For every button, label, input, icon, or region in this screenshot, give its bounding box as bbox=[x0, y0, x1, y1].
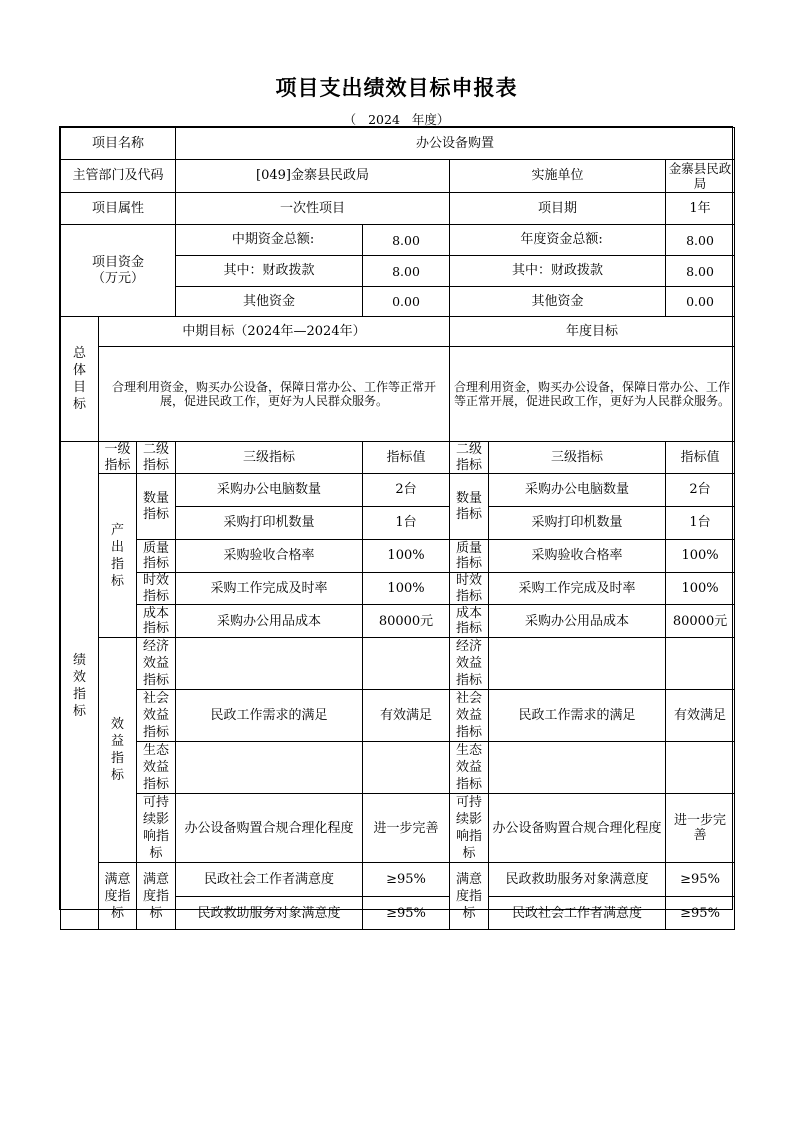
satisfaction-sub-label-year bbox=[450, 863, 489, 930]
mid-other-value: 0.00 bbox=[363, 287, 450, 317]
eco-label-year-text: 生态效益指标 bbox=[456, 743, 483, 793]
qty2-name-year: 采购打印机数量 bbox=[489, 507, 666, 540]
economic-value-year bbox=[666, 638, 735, 690]
economic-name-mid bbox=[176, 638, 363, 690]
period-value: 1年 bbox=[666, 193, 735, 225]
social-value-mid: 有效满足 bbox=[363, 690, 450, 742]
quantity-label-mid: 数量指标 bbox=[137, 474, 176, 540]
satisfaction-sub-label-year-text: 满意度指标 bbox=[456, 871, 483, 921]
mid-total-label: 中期资金总额: bbox=[176, 225, 363, 256]
performance-form-table bbox=[60, 127, 735, 930]
eco-value-mid bbox=[363, 742, 450, 794]
eco-value-year bbox=[666, 742, 735, 794]
benefit-label-text: 效益指标 bbox=[110, 717, 124, 784]
output-label-text: 产出指标 bbox=[110, 522, 124, 589]
quality-label-year: 质量指标 bbox=[450, 540, 489, 573]
cost-value-mid: 80000元 bbox=[363, 605, 450, 638]
goals-label bbox=[61, 317, 99, 442]
cost-name-year: 采购办公用品成本 bbox=[489, 605, 666, 638]
qty1-name-mid: 采购办公电脑数量 bbox=[176, 474, 363, 507]
project-name-value: 办公设备购置 bbox=[176, 128, 735, 160]
qty1-value-year: 2台 bbox=[666, 474, 735, 507]
mid-goal-text: 合理利用资金，购买办公设备，保障日常办公、工作等正常开展，促进民政工作，更好为人民群众服务。 bbox=[99, 347, 450, 442]
quality-name-year: 采购验收合格率 bbox=[489, 540, 666, 573]
mid-goal-header: 中期目标（2024年—2024年） bbox=[99, 317, 450, 347]
cost-label-year: 成本指标 bbox=[450, 605, 489, 638]
attr-value: 一次性项目 bbox=[176, 193, 450, 225]
quantity-label-year: 数量指标 bbox=[450, 474, 489, 540]
header-level1: 一级指标 bbox=[99, 442, 137, 474]
dept-value: [049]金寨县民政局 bbox=[176, 160, 450, 193]
qty2-value-year: 1台 bbox=[666, 507, 735, 540]
year-total-value: 8.00 bbox=[666, 225, 735, 256]
sustain-label-year-text: 可持续影响指标 bbox=[456, 795, 483, 862]
economic-label-year-text: 经济效益指标 bbox=[456, 639, 483, 689]
year-goal-text: 合理利用资金，购买办公设备，保障日常办公、工作等正常开展，促进民政工作，更好为人民群众服务。 bbox=[450, 347, 735, 442]
perf-label bbox=[61, 442, 99, 930]
mid-total-value: 8.00 bbox=[363, 225, 450, 256]
sustain-value-year: 进一步完善 bbox=[666, 794, 735, 863]
mid-fiscal-value: 8.00 bbox=[363, 256, 450, 287]
year-goal-header: 年度目标 bbox=[450, 317, 735, 347]
economic-label-mid bbox=[137, 638, 176, 690]
qty2-value-mid: 1台 bbox=[363, 507, 450, 540]
satisfaction-label bbox=[99, 863, 137, 930]
year-total-label: 年度资金总额: bbox=[450, 225, 666, 256]
satisfaction-sub-label-mid-text: 满意度指标 bbox=[142, 871, 169, 921]
project-name-label: 项目名称 bbox=[61, 128, 176, 160]
social-name-mid: 民政工作需求的满足 bbox=[176, 690, 363, 742]
economic-label-year bbox=[450, 638, 489, 690]
time-name-mid: 采购工作完成及时率 bbox=[176, 573, 363, 605]
cost-value-year: 80000元 bbox=[666, 605, 735, 638]
sat-year2-value: ≥95% bbox=[666, 897, 735, 930]
eco-label-mid bbox=[137, 742, 176, 794]
funds-label-text: 项目资金 （万元） bbox=[92, 254, 145, 286]
sustain-name-mid: 办公设备购置合规合理化程度 bbox=[176, 794, 363, 863]
eco-label-mid-text: 生态效益指标 bbox=[143, 743, 170, 793]
social-value-year: 有效满足 bbox=[666, 690, 735, 742]
social-label-year bbox=[450, 690, 489, 742]
sat-year2-name: 民政社会工作者满意度 bbox=[489, 897, 666, 930]
sat-mid2-name: 民政救助服务对象满意度 bbox=[176, 897, 363, 930]
sustain-label-mid bbox=[137, 794, 176, 863]
mid-other-label: 其他资金 bbox=[176, 287, 363, 317]
mid-fiscal-label: 其中：财政拨款 bbox=[176, 256, 363, 287]
cost-name-mid: 采购办公用品成本 bbox=[176, 605, 363, 638]
social-label-mid bbox=[137, 690, 176, 742]
year-other-value: 0.00 bbox=[666, 287, 735, 317]
benefit-label bbox=[99, 638, 137, 863]
timeliness-label-mid: 时效指标 bbox=[137, 573, 176, 605]
header-level3-year: 三级指标 bbox=[489, 442, 666, 474]
year-fiscal-label: 其中：财政拨款 bbox=[450, 256, 666, 287]
sat-mid2-value: ≥95% bbox=[363, 897, 450, 930]
timeliness-label-year: 时效指标 bbox=[450, 573, 489, 605]
sustain-value-mid: 进一步完善 bbox=[363, 794, 450, 863]
perf-label-text: 绩效指标 bbox=[72, 652, 86, 719]
impl-unit-value: 金寨县民政局 bbox=[666, 160, 735, 193]
header-value-mid: 指标值 bbox=[363, 442, 450, 474]
header-value-year: 指标值 bbox=[666, 442, 735, 474]
economic-label-mid-text: 经济效益指标 bbox=[143, 639, 170, 689]
social-name-year: 民政工作需求的满足 bbox=[489, 690, 666, 742]
page-title: 项目支出绩效目标申报表 bbox=[275, 76, 518, 100]
header-level2-mid: 二级指标 bbox=[137, 442, 176, 474]
cost-label-mid: 成本指标 bbox=[137, 605, 176, 638]
social-label-year-text: 社会效益指标 bbox=[456, 691, 483, 741]
satisfaction-label-text: 满意度指标 bbox=[104, 871, 131, 921]
sat-year1-value: ≥95% bbox=[666, 863, 735, 897]
social-label-mid-text: 社会效益指标 bbox=[143, 691, 170, 741]
funds-label bbox=[61, 225, 176, 317]
sat-mid1-name: 民政社会工作者满意度 bbox=[176, 863, 363, 897]
qty2-name-mid: 采购打印机数量 bbox=[176, 507, 363, 540]
output-label bbox=[99, 474, 137, 638]
sustain-label-mid-text: 可持续影响指标 bbox=[143, 795, 170, 862]
economic-name-year bbox=[489, 638, 666, 690]
quality-value-mid: 100% bbox=[363, 540, 450, 573]
qty1-value-mid: 2台 bbox=[363, 474, 450, 507]
eco-label-year bbox=[450, 742, 489, 794]
sat-year1-name: 民政救助服务对象满意度 bbox=[489, 863, 666, 897]
goals-label-text: 总体目标 bbox=[72, 346, 86, 412]
time-name-year: 采购工作完成及时率 bbox=[489, 573, 666, 605]
quality-value-year: 100% bbox=[666, 540, 735, 573]
year-fiscal-value: 8.00 bbox=[666, 256, 735, 287]
qty1-name-year: 采购办公电脑数量 bbox=[489, 474, 666, 507]
time-value-year: 100% bbox=[666, 573, 735, 605]
attr-label: 项目属性 bbox=[61, 193, 176, 225]
header-level3-mid: 三级指标 bbox=[176, 442, 363, 474]
eco-name-year bbox=[489, 742, 666, 794]
economic-value-mid bbox=[363, 638, 450, 690]
dept-label: 主管部门及代码 bbox=[61, 160, 176, 193]
impl-unit-label: 实施单位 bbox=[450, 160, 666, 193]
sustain-name-year: 办公设备购置合规合理化程度 bbox=[489, 794, 666, 863]
period-label: 项目期 bbox=[450, 193, 666, 225]
quality-name-mid: 采购验收合格率 bbox=[176, 540, 363, 573]
header-level2-year: 二级指标 bbox=[450, 442, 489, 474]
eco-name-mid bbox=[176, 742, 363, 794]
year-other-label: 其他资金 bbox=[450, 287, 666, 317]
sat-mid1-value: ≥95% bbox=[363, 863, 450, 897]
year-line: （ 2024 年度） bbox=[343, 112, 450, 127]
time-value-mid: 100% bbox=[363, 573, 450, 605]
sustain-label-year bbox=[450, 794, 489, 863]
quality-label-mid: 质量指标 bbox=[137, 540, 176, 573]
satisfaction-sub-label-mid bbox=[137, 863, 176, 930]
